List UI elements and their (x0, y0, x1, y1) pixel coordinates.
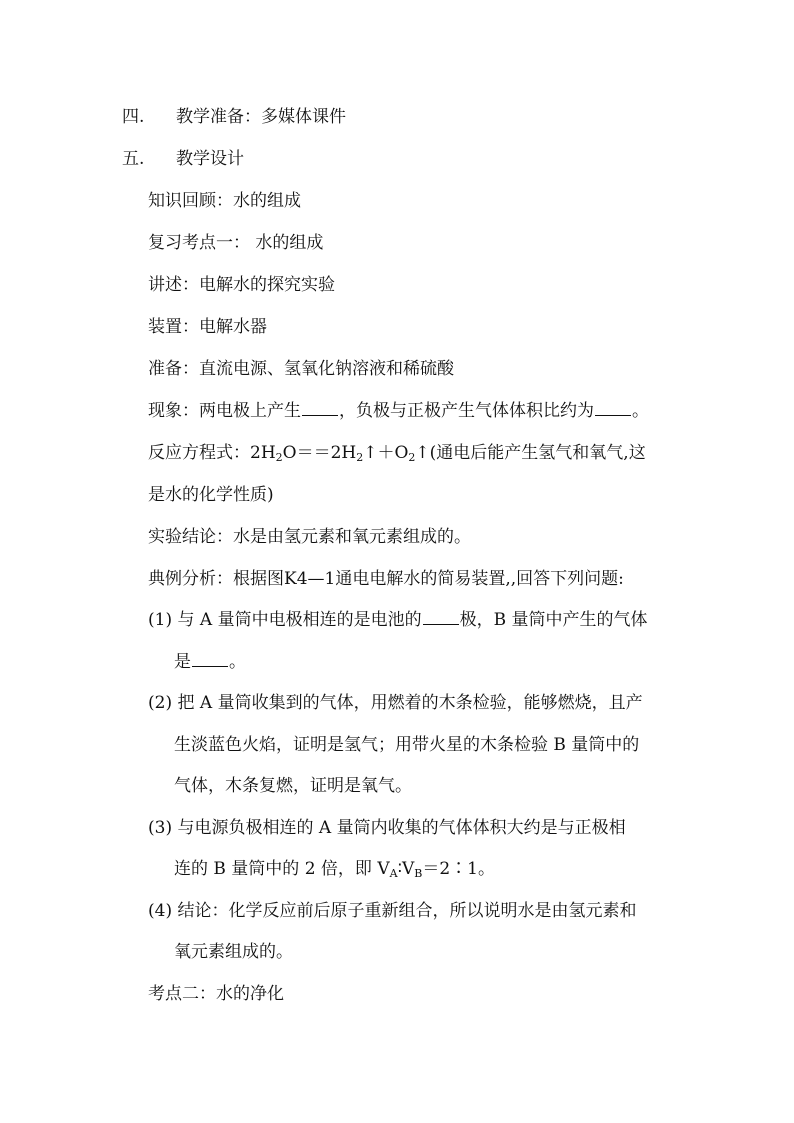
equation-text: O＝＝2H (282, 443, 357, 463)
subscript: 2 (356, 451, 364, 464)
question-text: 连的 B 量筒中的 2 倍，即 V (174, 859, 390, 879)
fill-blank (192, 652, 228, 667)
equation-line (148, 442, 646, 464)
section-number: 四. (122, 107, 145, 127)
question-text: 是 (174, 652, 191, 672)
knowledge-review-line: 知识回顾：水的组成 (148, 191, 301, 211)
section-4-heading (122, 106, 346, 128)
equation-text: ↑＋O (363, 443, 409, 463)
subscript: 2 (408, 451, 416, 464)
fill-blank (302, 401, 338, 416)
device-line: 装置：电解水器 (148, 317, 267, 337)
question-text: 极，B 量筒中产生的气体 (459, 610, 648, 630)
question-text: ＝2∶1。 (422, 859, 495, 879)
question-1 (148, 609, 647, 631)
narration-line: 讲述：电解水的探究实验 (148, 275, 335, 295)
question-2-continuation: 气体，木条复燃，证明是氧气。 (174, 776, 412, 796)
phenomenon-text: 现象：两电极上产生 (148, 401, 301, 421)
equation-text: ↑(通电后能产生氢气和氧气,这 (415, 443, 646, 463)
preparation-line: 准备：直流电源、氢氧化钠溶液和稀硫酸 (148, 359, 454, 379)
subscript: 2 (275, 451, 283, 464)
review-point-one-line: 复习考点一： 水的组成 (148, 233, 324, 253)
fill-blank (595, 401, 631, 416)
question-4: (4) 结论：化学反应前后原子重新组合，所以说明水是由氢元素和 (148, 901, 637, 921)
question-text: 。 (229, 652, 246, 672)
question-3: (3) 与电源负极相连的 A 量筒内收集的气体体积大约是与正极相 (148, 818, 626, 838)
section-title: 教学准备：多媒体课件 (176, 107, 346, 127)
subscript: A (389, 867, 398, 880)
example-analysis-line: 典例分析：根据图K4—1通电电解水的简易装置,,回答下列问题: (148, 569, 624, 589)
section-number: 五. (122, 149, 145, 169)
question-4-continuation: 氧元素组成的。 (174, 942, 293, 962)
section-5-heading (122, 148, 244, 170)
question-2: (2) 把 A 量筒收集到的气体，用燃着的木条检验，能够燃烧，且产 (148, 693, 643, 713)
equation-text: 反应方程式：2H (148, 443, 276, 463)
equation-continuation: 是水的化学性质) (148, 485, 274, 505)
subscript: B (414, 867, 423, 880)
review-point-two-line: 考点二：水的净化 (148, 984, 284, 1004)
question-text: (1) 与 A 量筒中电极相连的是电池的 (148, 610, 422, 630)
question-1-continuation (174, 651, 246, 673)
question-3-continuation (174, 858, 495, 880)
phenomenon-text: 。 (632, 401, 649, 421)
section-title: 教学设计 (176, 149, 244, 169)
phenomenon-line (148, 400, 649, 422)
fill-blank (423, 610, 459, 625)
conclusion-line: 实验结论：水是由氢元素和氧元素组成的。 (148, 527, 471, 547)
question-text: ∶V (397, 859, 415, 879)
question-2-continuation: 生淡蓝色火焰，证明是氢气；用带火星的木条检验 B 量筒中的 (174, 735, 640, 755)
phenomenon-text: ，负极与正极产生气体体积比约为 (339, 401, 594, 421)
